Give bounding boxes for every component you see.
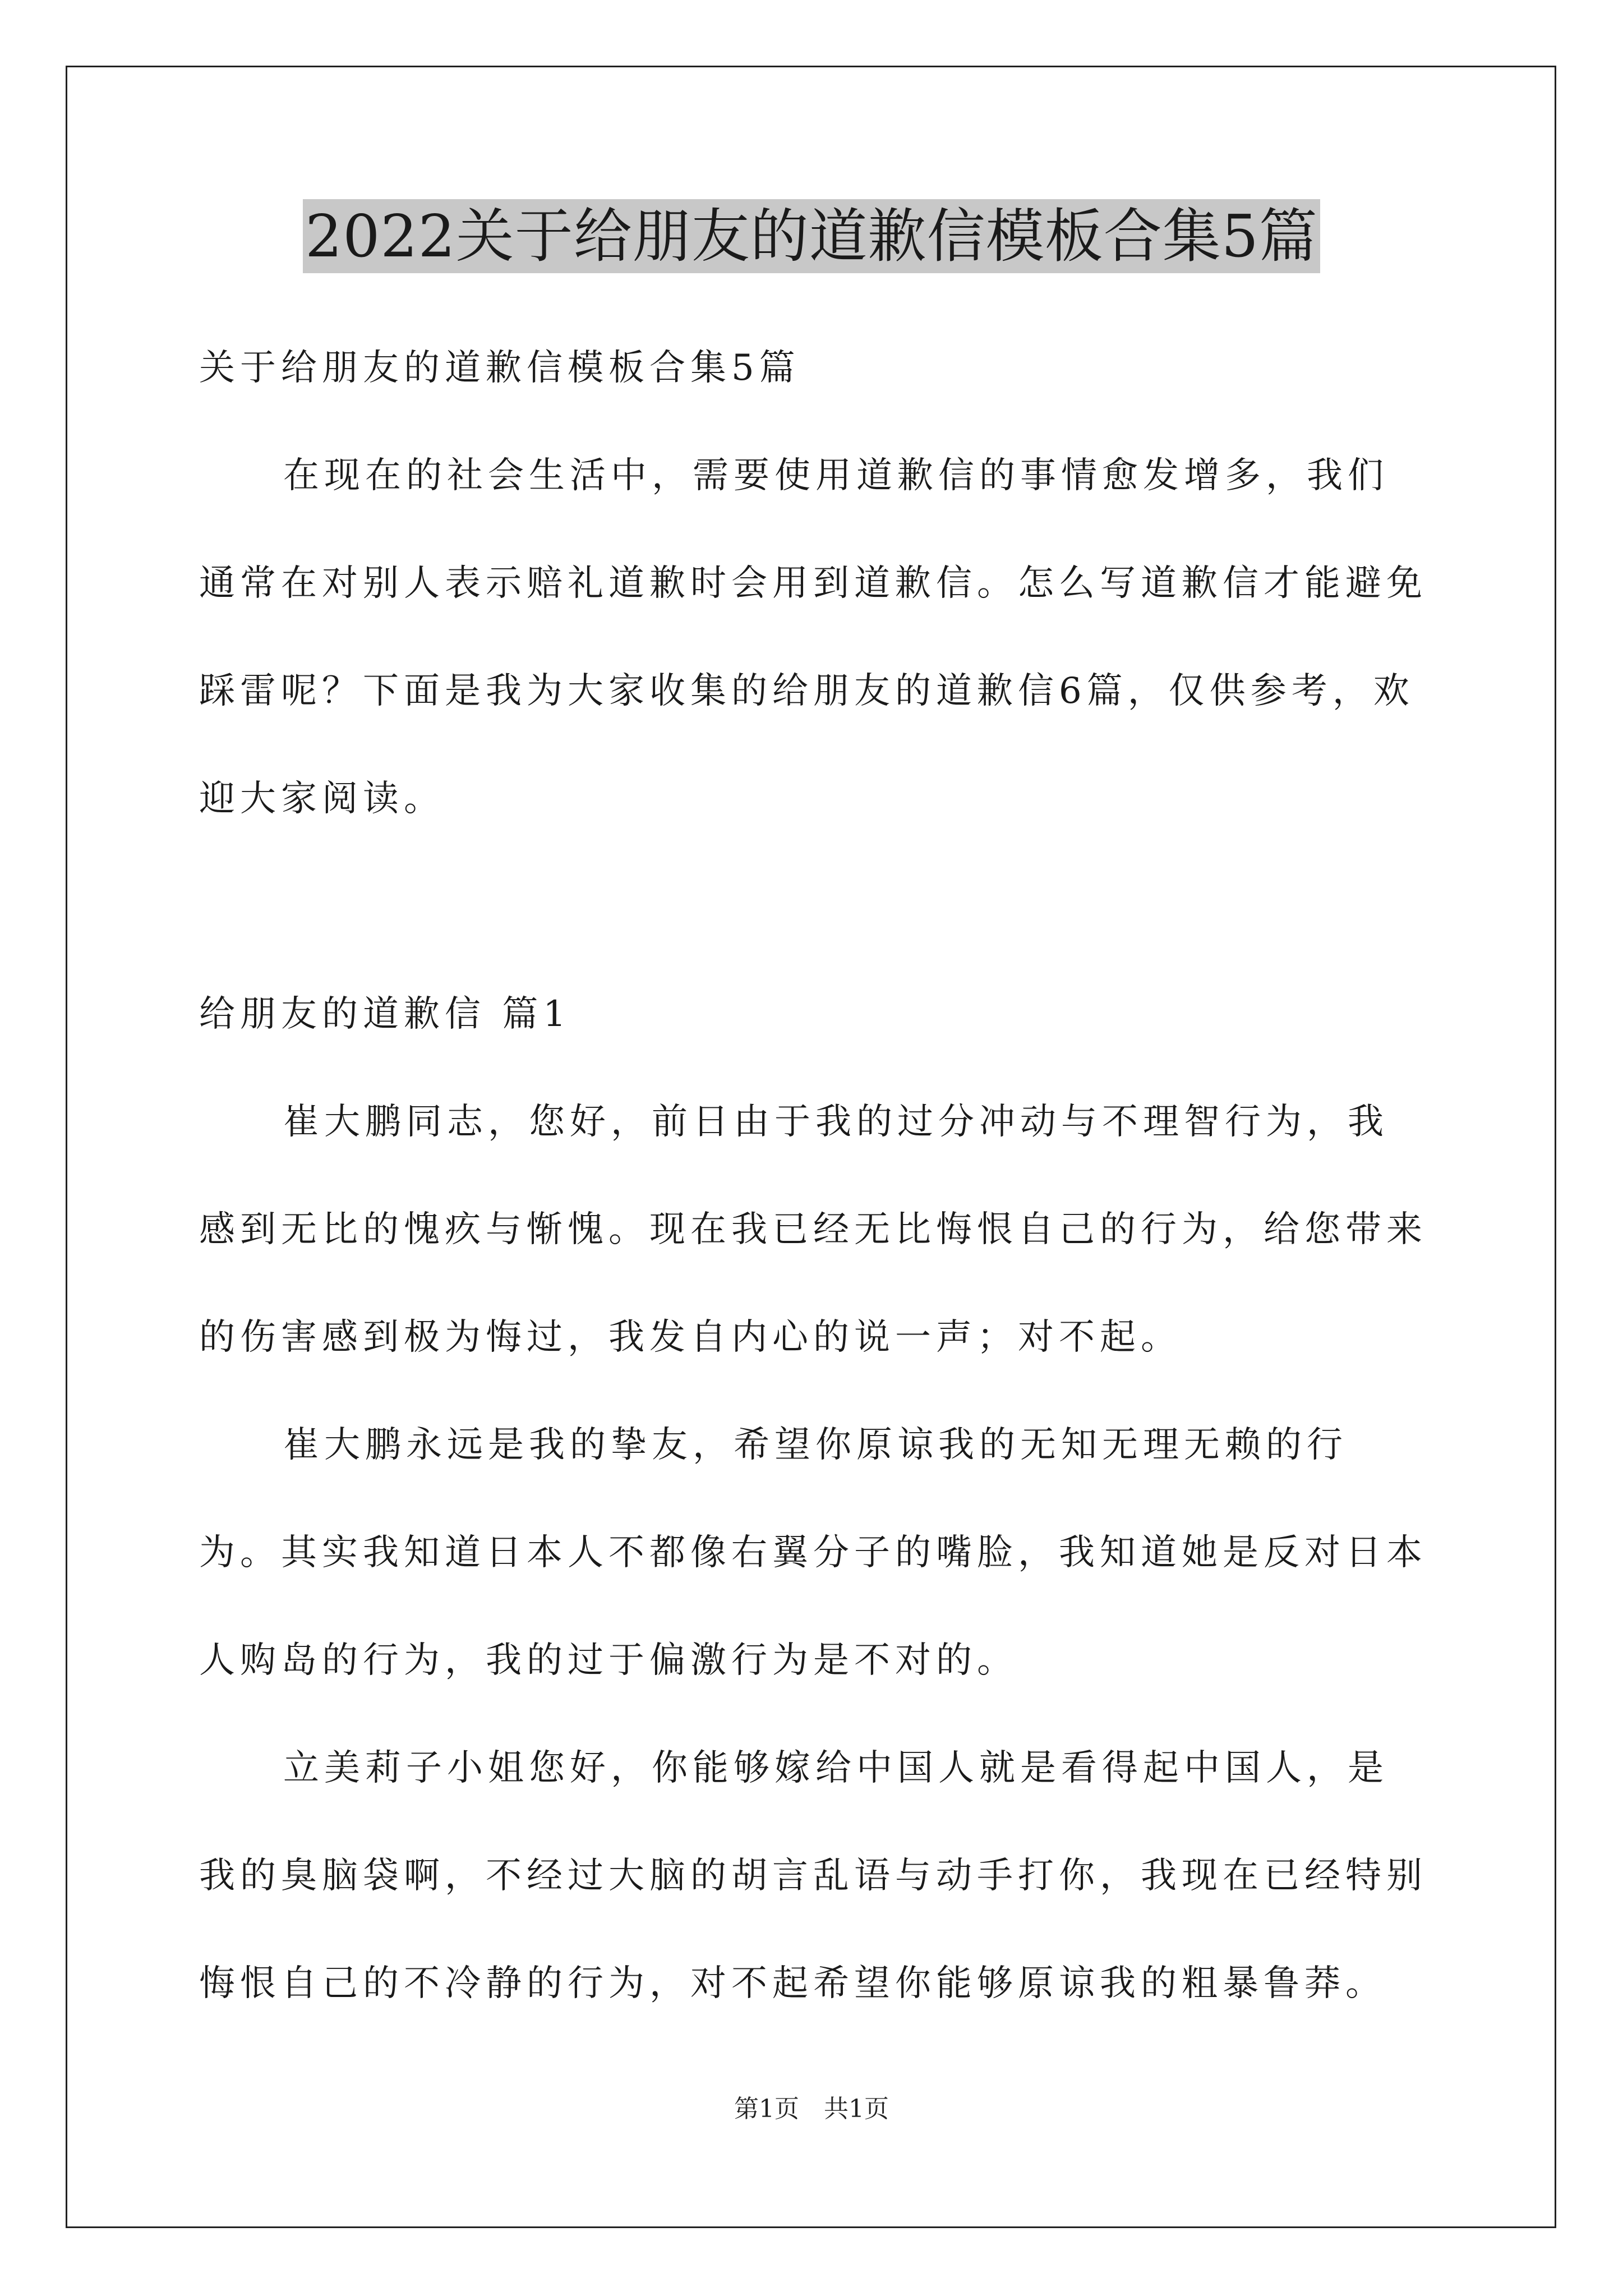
intro-paragraph: 在现在的社会生活中，需要使用道歉信的事情愈发增多，我们通常在对别人表示赔礼道歉时会用到道歉信。怎么写道歉信才能避免踩雷呢？下面是我为大家收集的给朋友的道歉信6篇，仅供参考，欢迎大家阅读。 (199, 455, 1427, 820)
body-paragraph: 立美莉子小姐您好，你能够嫁给中国人就是看得起中国人，是我的臭脑袋啊，不经过大脑的胡言乱语与动手打你，我现在已经特别悔恨自己的不冷静的行为，对不起希望你能够原谅我的粗暴鲁莽。 (199, 1747, 1427, 2004)
body-paragraph: 崔大鹏同志，您好，前日由于我的过分冲动与不理智行为，我感到无比的愧疚与惭愧。现在我已经无比悔恨自己的行为，给您带来的伤害感到极为悔过，我发自内心的说一声；对不起。 (199, 1101, 1427, 1358)
page-footer: 第1页 共1页 (734, 2095, 889, 2123)
body-paragraph: 崔大鹏永远是我的挚友，希望你原谅我的无知无理无赖的行为。其实我知道日本人不都像右翼分子的嘴脸，我知道她是反对日本人购岛的行为，我的过于偏激行为是不对的。 (199, 1424, 1427, 1681)
section-heading: 给朋友的道歉信 篇1 (199, 993, 571, 1035)
document-body (199, 314, 1427, 2037)
document-title: 2022关于给朋友的道歉信模板合集5篇 (303, 199, 1320, 273)
document-subtitle: 关于给朋友的道歉信模板合集5篇 (199, 347, 800, 389)
section-gap (199, 853, 1427, 960)
title-container (0, 199, 1623, 273)
